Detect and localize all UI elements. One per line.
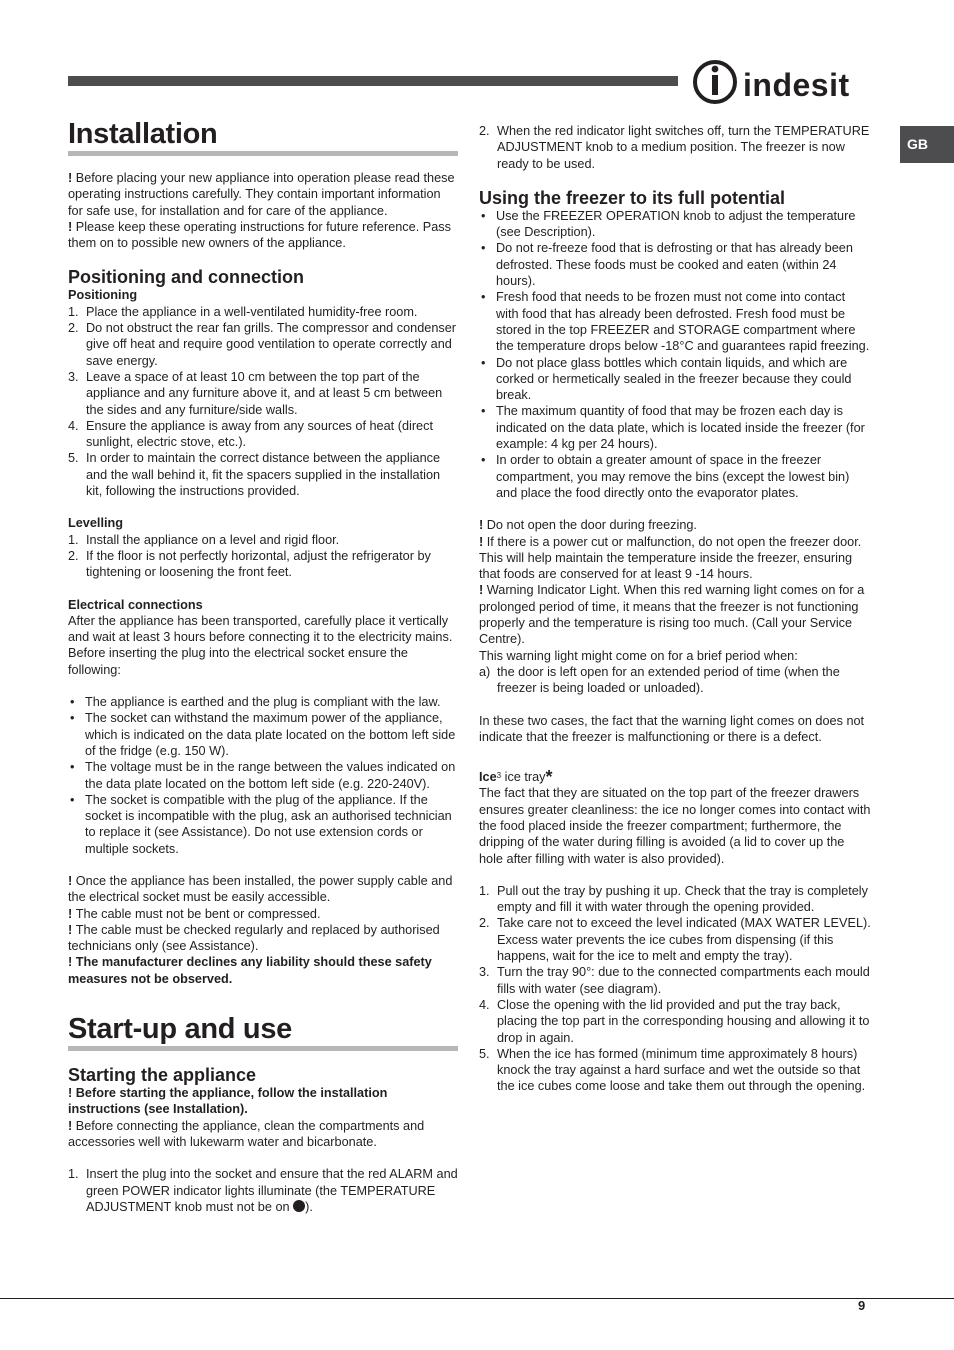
brand-text: indesit [743,67,850,103]
positioning-heading: Positioning [68,288,138,303]
footer-rule [0,1298,954,1299]
startup-steps-continued [479,123,871,172]
freezer-warning-2: ! If there is a power cut or malfunction, do not open the freezer door. This will help maintain the temperature inside the freezer, ensuring that foods are conserved for at least 9 -14 hours. [479,534,862,582]
startup-warning-bold: ! Before starting the appliance, follow the installation instructions (see Installation). [68,1086,388,1117]
list-item: 2. If the floor is not perfectly horizontal, adjust the refrigerator by tightening or loosening the front feet. [68,548,431,580]
list-item: • In order to obtain a greater amount of space in the freezer compartment, you may remove the bins (except the lowest bin) and place the food directly onto the evaporator plates. [481,453,850,500]
list-item: 1. Place the appliance in a well-ventilated humidity-free room. [68,304,418,319]
startup-steps [68,1166,458,1215]
freezer-heading: Using the freezer to its full potential [479,187,786,208]
liability-warning: ! The manufacturer declines any liability should these safety measures not be observed. [68,955,432,986]
positioning-list [68,304,458,500]
list-item: 1. Pull out the tray by pushing it up. Check that the tray is completely empty and fill it with water through the opening provided. [479,883,868,915]
list-item: • Do not place glass bottles which contain liquids, and which are corked or hermetically sealed in the freezer because they could break. [481,355,852,403]
list-item: 2. When the red indicator light switches off, turn the TEMPERATURE ADJUSTMENT knob to a medium position. The freezer is now ready to be used. [479,124,870,171]
electrical-list [68,694,458,857]
list-item: • The voltage must be in the range between the values indicated on the data plate located on the bottom left side (e.g. 220-240V). [70,760,456,791]
intro-warning-2: ! Please keep these operating instructions for future reference. Pass them on to possible new owners of the appliance. [68,219,451,251]
header-bar [68,76,678,86]
two-cases-note: In these two cases, the fact that the warning light comes on does not indicate that the freezer is malfunctioning or there is a defect. [479,713,865,744]
freezer-list [479,208,871,501]
indesit-logo [693,58,869,108]
warning-light-intro: This warning light might come on for a brief period when: [479,648,798,663]
electrical-heading: Electrical connections [68,597,203,612]
knob-off-symbol-icon [293,1200,305,1212]
list-item: • Do not re-freeze food that is defrosting or that has already been defrosted. These foods must be cooked and eaten (within 24 hours). [481,241,853,289]
list-item: 4. Ensure the appliance is away from any sources of heat (direct sunlight, electric stove, etc.). [68,418,433,450]
list-item: 1. Insert the plug into the socket and ensure that the red ALARM and green POWER indicator lights illuminate (the TEMPERATURE ADJUSTMENT knob must not be on ). [68,1167,458,1214]
warning-light-list [479,664,871,697]
list-item: • The socket can withstand the maximum power of the appliance, which is indicated on the data plate located on the bottom left side of the fridge (e.g. 150 W). [70,711,456,758]
install-warning-3: ! The cable must be checked regularly and replaced by authorised technicians only (see Assistance). [68,922,440,954]
levelling-list [68,532,458,581]
list-item: 3. Turn the tray 90°: due to the connected compartments each mould fills with water (see diagram). [479,965,870,996]
language-tab: GB [900,126,954,163]
list-item: • The socket is compatible with the plug of the appliance. If the socket is incompatible with the plug, ask an authorised technician to replace it (see Assistance). Do not use extension cords or multiple sockets. [70,792,452,856]
list-item: • Fresh food that needs to be frozen must not come into contact with food that has already been defrosted. Fresh food must be stored in the top FREEZER and STORAGE compartment where the temperature drops below -18°C and guarantees rapid freezing. [481,290,870,354]
list-item: 3. Leave a space of at least 10 cm between the top part of the appliance and any furniture above it, and at least 5 cm between the sides and any furniture/side walls. [68,369,443,417]
electrical-intro: After the appliance has been transported, carefully place it vertically and wait at least 3 hours before connecting it to the electricity mains. Before inserting the plug into the electrical socket ensure the following: [68,613,453,677]
list-item: • The maximum quantity of food that may be frozen each day is indicated on the data plate, which is located inside the freezer (for example: 4 kg per 24 hours). [481,404,865,452]
startup-warning-clean: ! Before connecting the appliance, clean the compartments and accessories well with lukewarm water and bicarbonate. [68,1118,425,1149]
install-warning-1: ! Once the appliance has been installed, the power supply cable and the electrical socket must be easily accessible. [68,873,453,905]
page-number: 9 [858,1298,866,1313]
list-item: 1. Install the appliance on a level and rigid floor. [68,532,340,547]
install-warning-2: ! The cable must not be bent or compressed. [68,906,321,921]
ice-tray-intro: The fact that they are situated on the top part of the freezer drawers ensures greater cleanliness: the ice no longer comes into contact with the food placed inside the freezer compartment; furthermore, the dripping of the water during filling is avoided (a lid to cover up the hole after filling with water is also provided). [479,786,871,866]
intro-warning-1: ! Before placing your new appliance into operation please read these operating instructions carefully. They contain important information for safe use, for installation and for care of the appliance. [68,171,455,218]
list-item: 5. In order to maintain the correct distance between the appliance and the wall behind it, fit the spacers supplied in the installation kit, following the instructions provided. [68,451,441,499]
starting-heading: Starting the appliance [68,1065,257,1086]
left-column [68,117,458,1215]
list-item: • The appliance is earthed and the plug is compliant with the law. [70,695,441,710]
list-item: a) the door is left open for an extended period of time (when the freezer is being loaded or unloaded). [479,664,840,696]
freezer-warning-1: ! Do not open the door during freezing. [479,518,697,533]
freezer-warning-3: ! Warning Indicator Light. When this red warning light comes on for a prolonged period of time, it means that the freezer is not functioning properly and the temperature is rising too much. (Call your Service Centre). [479,583,865,647]
levelling-heading: Levelling [68,516,123,531]
list-item: 2. Do not obstruct the rear fan grills. The compressor and condenser give off heat and require good ventilation to operate correctly and save energy. [68,321,457,368]
right-column [479,123,871,1095]
positioning-connection-heading: Positioning and connection [68,267,304,288]
list-item: • Use the FREEZER OPERATION knob to adjust the temperature (see Description). [481,208,856,240]
installation-title: Installation [68,117,458,156]
startup-title: Start-up and use [68,1012,458,1051]
list-item: 4. Close the opening with the lid provided and put the tray back, placing the top part in the corresponding housing and allowing it to drop in again. [479,997,870,1045]
ice-tray-steps [479,883,871,1095]
list-item: 2. Take care not to exceed the level indicated (MAX WATER LEVEL). Excess water prevents the ice cubes from dispensing (if this happens, wait for the ice to melt and empty the tray). [479,916,871,964]
ice-tray-heading: Ice$^3$ ice tray* [479,767,553,788]
list-item: 5. When the ice has formed (minimum time approximately 8 hours) knock the tray against a hard surface and wet the outside so that the ice cubes come loose and take them out through the opening. [479,1046,866,1094]
